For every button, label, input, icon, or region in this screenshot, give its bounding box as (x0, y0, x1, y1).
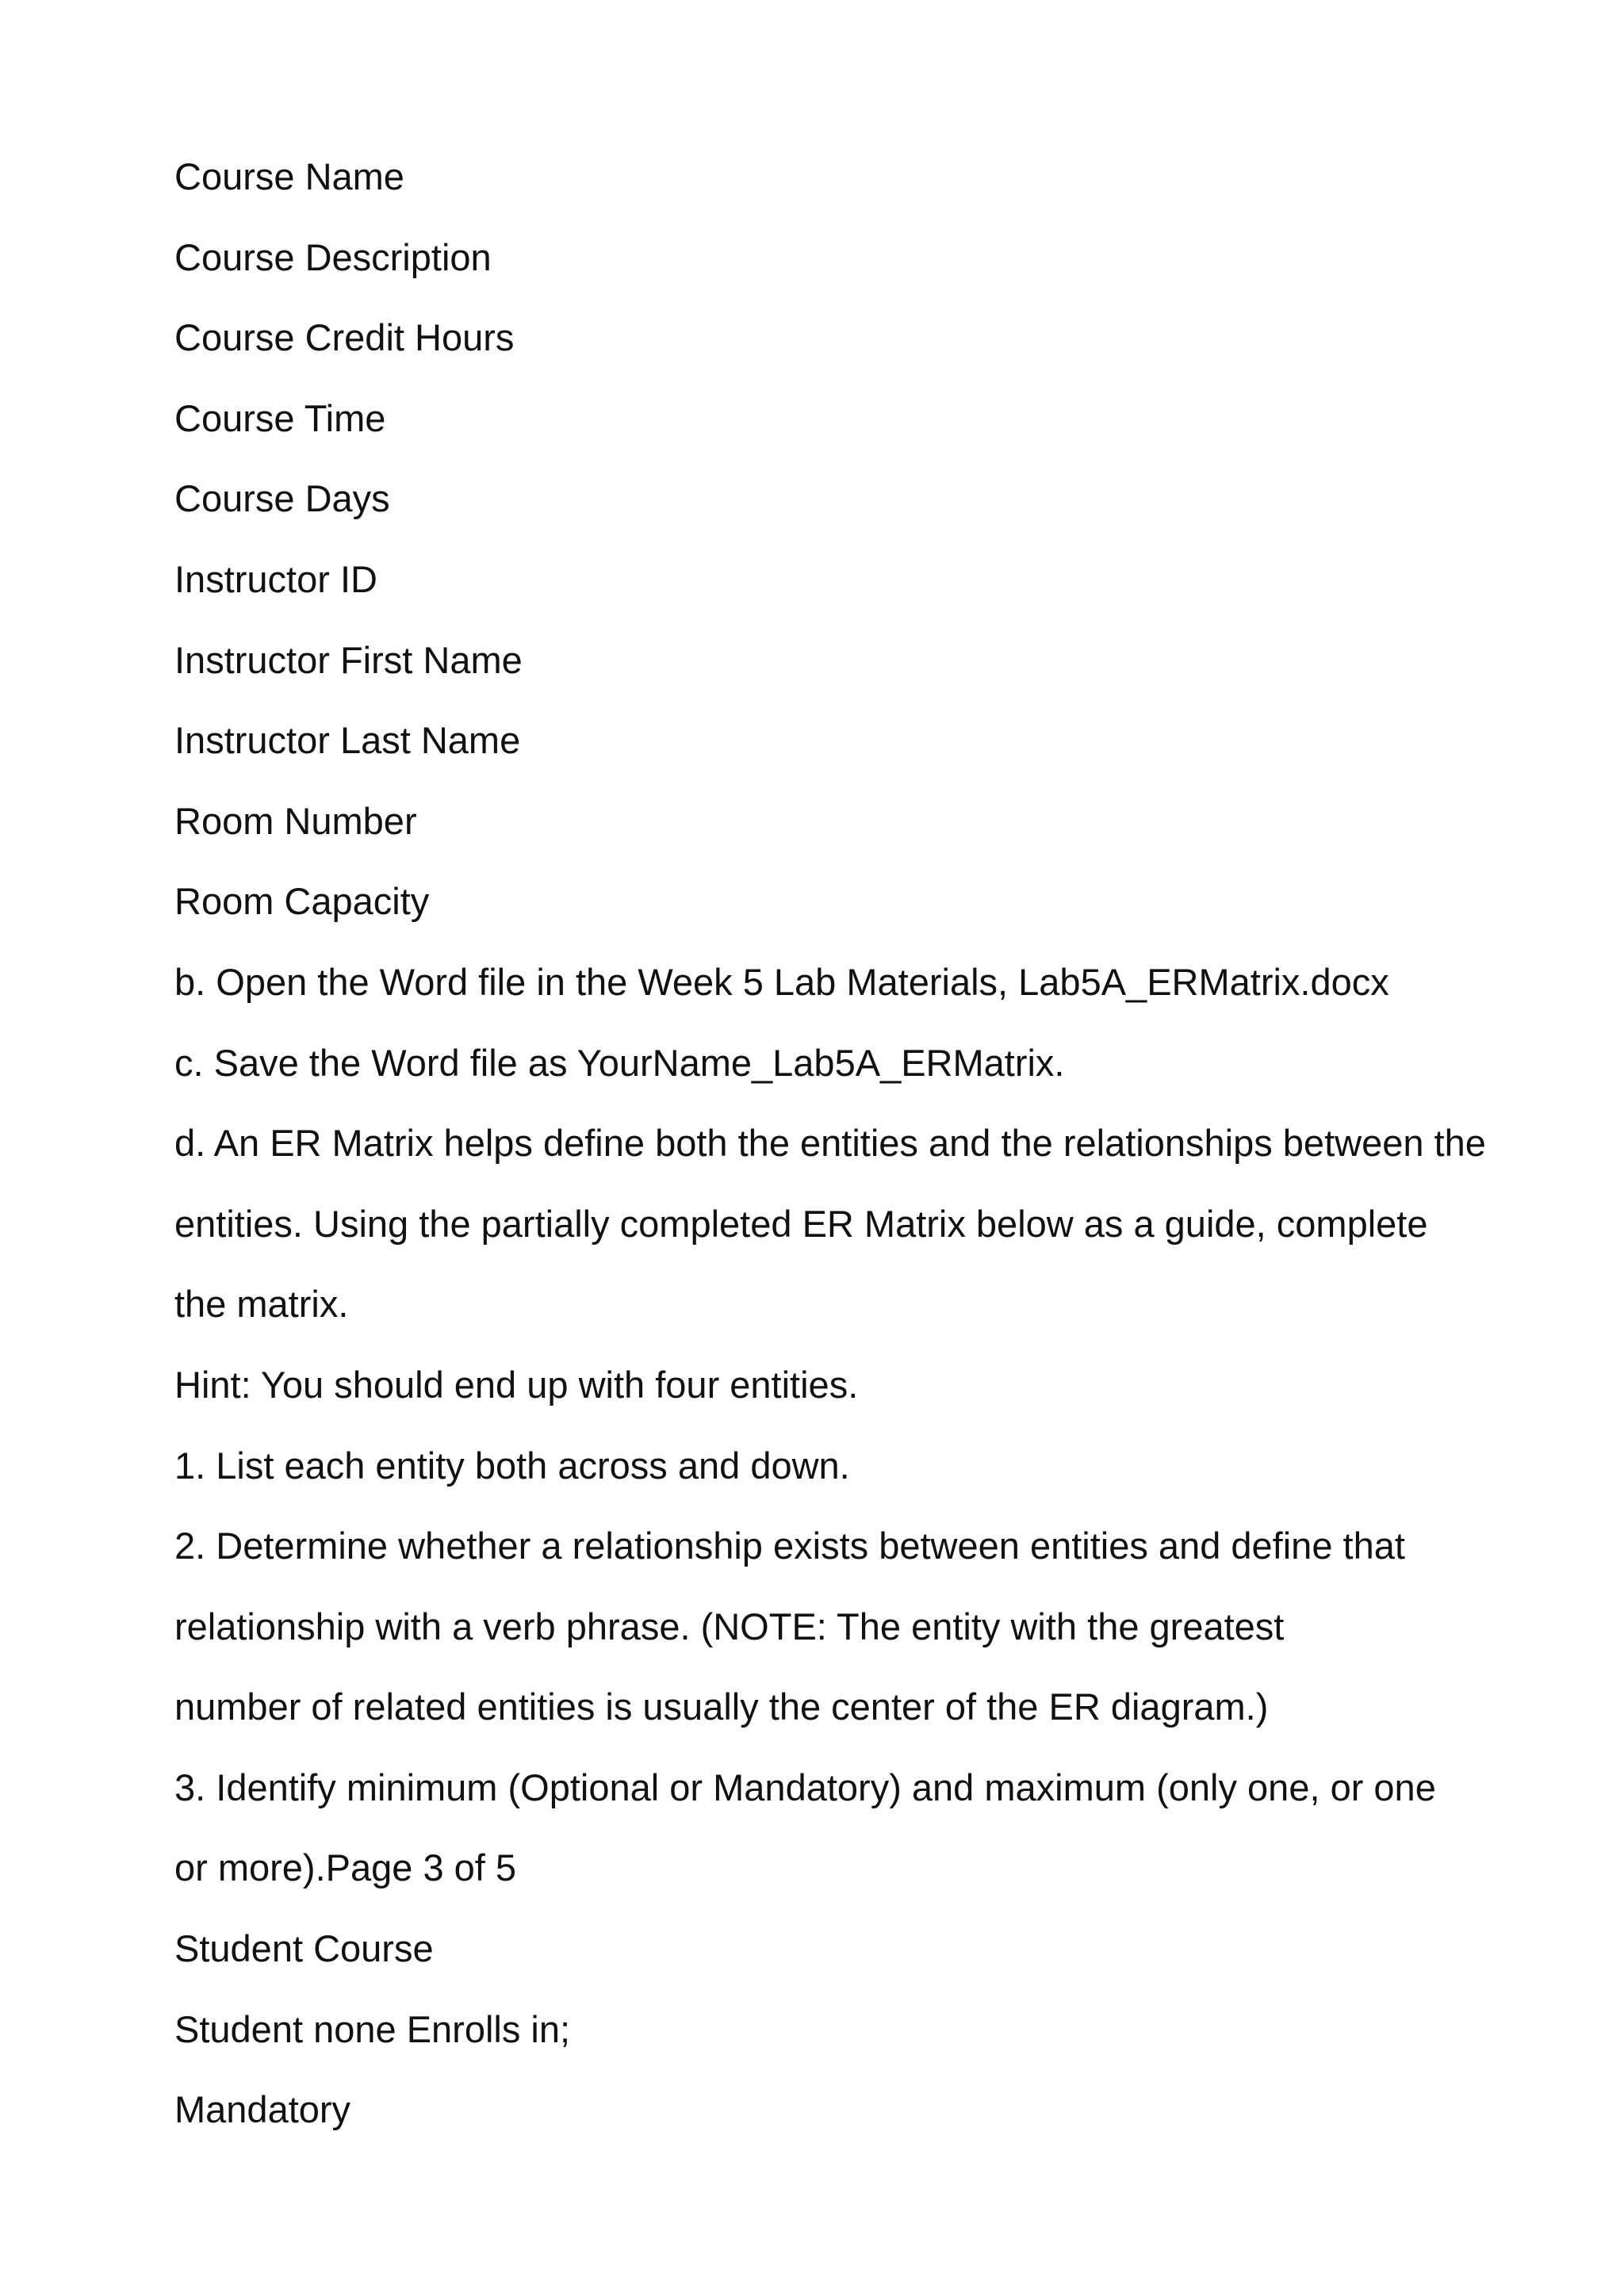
numbered-step-1: 1. List each entity both across and down. (174, 1444, 850, 1487)
matrix-header-row: Student Course (174, 1927, 434, 1970)
instruction-step-b: b. Open the Word file in the Week 5 Lab Materials, Lab5A_ERMatrix.docx (174, 960, 1389, 1003)
numbered-step-2-line-1: 2. Determine whether a relationship exists between entities and define that (174, 1525, 1405, 1567)
text-line-instructor-id: Instructor ID (174, 557, 377, 600)
numbered-step-2-line-2: relationship with a verb phrase. (NOTE: The entity with the greatest (174, 1605, 1285, 1647)
text-line-instructor-last-name: Instructor Last Name (174, 719, 521, 762)
instruction-step-d-line-2: entities. Using the partially completed ER Matrix below as a guide, complete (174, 1202, 1428, 1245)
instruction-step-c: c. Save the Word file as YourName_Lab5A_ERMatrix. (174, 1041, 1065, 1084)
instruction-step-d-line-3: the matrix. (174, 1283, 349, 1326)
matrix-row-student: Student none Enrolls in; (174, 2007, 571, 2050)
instruction-step-d-line-1: d. An ER Matrix helps define both the entities and the relationships between the (174, 1122, 1486, 1165)
numbered-step-2-line-3: number of related entities is usually the center of the ER diagram.) (174, 1686, 1269, 1728)
text-line-course-days: Course Days (174, 477, 390, 520)
document-body (174, 136, 1538, 2150)
matrix-cell-mandatory: Mandatory (174, 2088, 351, 2131)
text-line-room-capacity: Room Capacity (174, 880, 430, 923)
text-line-instructor-first-name: Instructor First Name (174, 638, 523, 681)
text-line-course-credit-hours: Course Credit Hours (174, 316, 515, 359)
hint-text: Hint: You should end up with four entities. (174, 1363, 859, 1406)
numbered-step-3-line-2: or more).Page 3 of 5 (174, 1846, 517, 1889)
text-line-room-number: Room Number (174, 799, 417, 842)
text-line-course-description: Course Description (174, 235, 492, 278)
text-line-course-name: Course Name (174, 155, 404, 197)
numbered-step-3-line-1: 3. Identify minimum (Optional or Mandatory) and maximum (only one, or one (174, 1766, 1436, 1808)
text-line-course-time: Course Time (174, 396, 386, 439)
